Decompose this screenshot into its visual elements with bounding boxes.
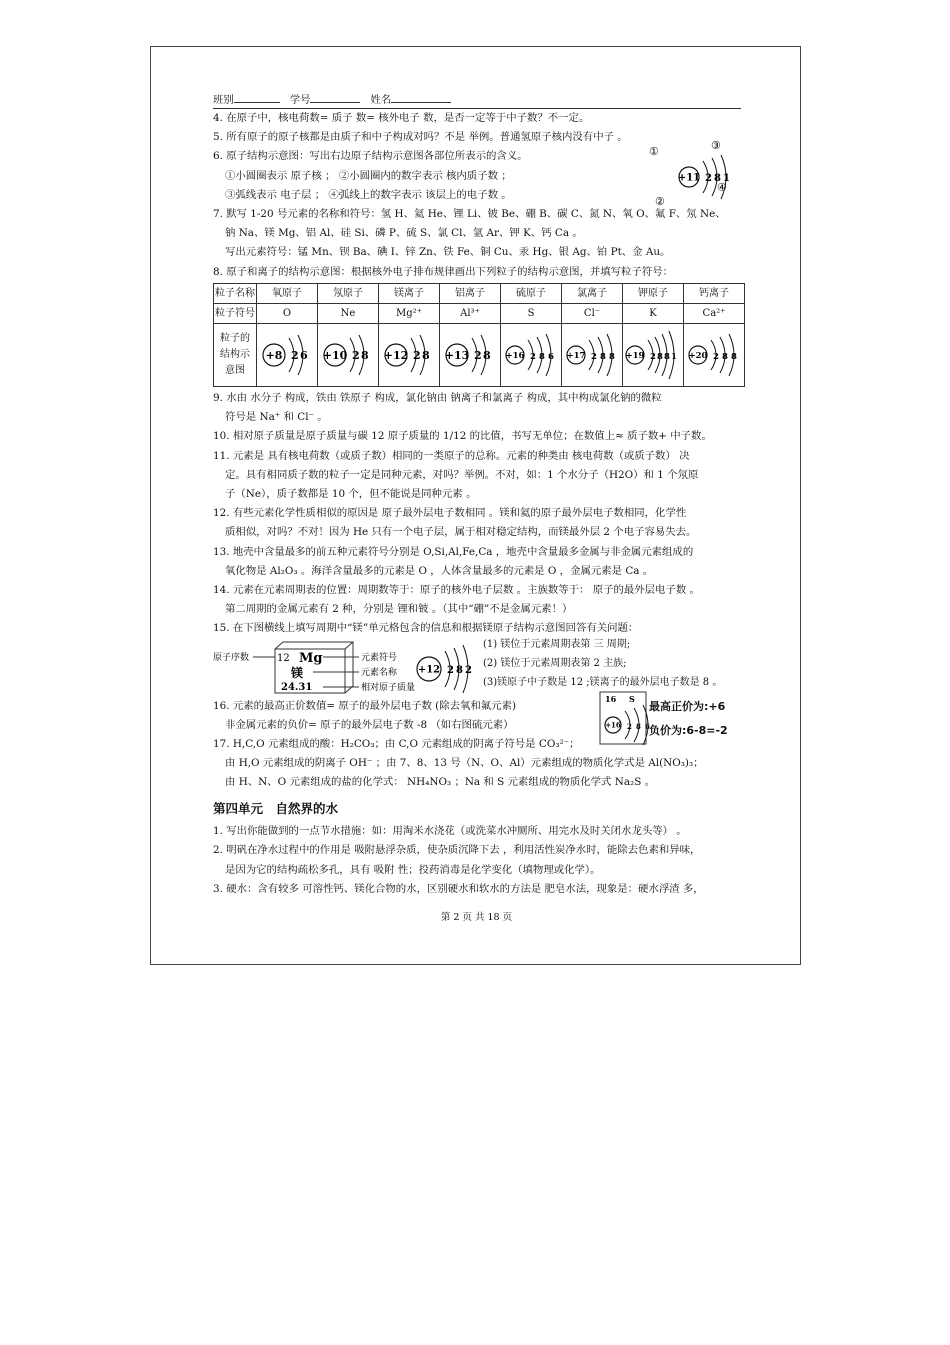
atom-diagram-cell <box>318 324 379 387</box>
q16-block <box>213 693 741 737</box>
atom-diagram-cell <box>684 324 745 387</box>
callout-number: ② <box>655 195 665 208</box>
q7-c: 写出元素符号：锰 Mn、钡 Ba、碘 I、锌 Zn、铁 Fe、铜 Cu、汞 Hg、银 Ag、铂 Pt、金 Au。 <box>225 246 671 259</box>
q12-b: 质相似，对吗？不对！因为 He 只有一个电子层，属于相对稳定结构，而镁最外层 2 个电子容易失去。 <box>225 526 697 539</box>
shell-electron-count: 2 <box>705 173 712 184</box>
q6-a: ①小圆圈表示 原子核 ； ②小圆圈内的数字表示 核内质子数 ； <box>225 169 512 182</box>
shell-electron-count: 6 <box>645 721 650 731</box>
particle-name: 氯离子 <box>562 283 623 303</box>
shell-electron-count: 1 <box>671 352 677 363</box>
q15-3: (3)镁原子中子数是 12 ;镁离子的最外层电子数是 8 。 <box>483 676 723 688</box>
q11: 11. 元素是 具有核电荷数（或质子数）相同的一类原子的总称。元素的种类由 核电荷数（或质子数） 决 <box>213 449 690 462</box>
shell-electron-count: 8 <box>456 664 463 676</box>
particle-table <box>213 283 745 387</box>
w1: 1. 写出你能做到的一点节水措施：如：用淘米水浇花（或洗菜水冲厕所、用完水及时关闭水龙头等） 。 <box>213 825 687 838</box>
q13-b: 氧化物是 Al₂O₃ 。海洋含量最多的元素是 O ，人体含量最多的元素是 O ，金属元素是 Ca 。 <box>225 564 654 577</box>
particle-symbol: O <box>257 303 318 323</box>
tile-label-symbol: 元素符号 <box>361 652 398 663</box>
nucleus-charge: +8 <box>265 349 283 363</box>
tile-symbol: Mg <box>299 650 323 666</box>
particle-symbol: Al³⁺ <box>440 303 501 323</box>
mg-atom-diagram <box>413 639 483 697</box>
q16-b: 非金属元素的负价= 原子的最外层电子数 -8 （如右图硫元素） <box>225 718 514 731</box>
shell-electron-count: 8 <box>422 349 430 363</box>
shell-electron-count: 8 <box>722 352 728 363</box>
unit4-heading: 第四单元 自然界的水 <box>213 801 339 817</box>
shell-electron-count: 2 <box>352 349 360 363</box>
q8: 8. 原子和离子的结构示意图：根据核外电子排布规律画出下列粒子的结构示意图，并填写粒子符号： <box>213 265 674 278</box>
q17-b: 由 H,O 元素组成的阴离子 OH⁻ ；由 7、8、13 号（N、O、Al）元素组成的物质化学式是 Al(NO₃)₃； <box>225 756 704 769</box>
w2-b: 是因为它的结构疏松多孔，具有 吸附 性；投药消毒是化学变化（填物理或化学）。 <box>225 863 601 876</box>
nucleus-charge: +13 <box>444 349 470 363</box>
name-label: 姓名 <box>370 94 392 106</box>
particle-symbol: K <box>623 303 684 323</box>
shell-electron-count: 8 <box>636 721 641 731</box>
nucleus-charge: +12 <box>417 664 441 676</box>
w3: 3. 硬水：含有较多 可溶性钙、镁化合物的水，区别硬水和软水的方法是 肥皂水法，现象是：硬水浮渣 多， <box>213 882 704 895</box>
nucleus-charge: +11 <box>677 172 701 184</box>
row-label-diagram: 粒子的结构示意图 <box>214 324 257 387</box>
shell-electron-count: 8 <box>664 352 670 363</box>
tile-mass: 24.31 <box>281 681 313 693</box>
nucleus-charge: +20 <box>688 351 708 362</box>
shell-electron-count: 2 <box>650 352 656 363</box>
nucleus-charge: +16 <box>505 351 525 362</box>
shell-electron-count: 2 <box>713 352 719 363</box>
q15-figure <box>213 639 741 697</box>
atom-structure-diagram <box>501 327 561 383</box>
atom-diagram-cell <box>562 324 623 387</box>
class-label: 班别 <box>213 94 234 106</box>
sulfur-tile-diagram <box>599 691 649 745</box>
shell-electron-count: 2 <box>291 349 299 363</box>
q15-questions <box>483 635 722 692</box>
atom-diagram-cell <box>501 324 562 387</box>
q14-b: 第二周期的金属元素有 2 种，分别是 锂和铍 。（其中“硼”不是金属元素！） <box>225 603 573 616</box>
callout-number: ④ <box>717 181 727 194</box>
q15: 15. 在下图横线上填写周期中“镁”单元格包含的信息和根据镁原子结构示意图回答有关问题： <box>213 622 639 635</box>
shell-electron-count: 8 <box>600 352 606 363</box>
particle-name: 氖原子 <box>318 283 379 303</box>
q17-c: 由 H、N、O 元素组成的盐的化学式： NH₄NO₃ ；Na 和 S 元素组成的物质化学式 Na₂S 。 <box>225 775 656 788</box>
q16: 16. 元素的最高正价数值= 原子的最外层电子数 (除去氧和氟元素) <box>213 699 517 712</box>
shell-electron-count: 8 <box>361 349 369 363</box>
sulfur-low: 负价为:6-8=-2 <box>649 723 728 737</box>
atom-diagram-cell <box>440 324 501 387</box>
shell-electron-count: 8 <box>483 349 491 363</box>
particle-symbol: Mg²⁺ <box>379 303 440 323</box>
sulfur-high: 最高正价为:+6 <box>649 699 726 713</box>
tile-label-mass: 相对原子质量 <box>361 682 416 693</box>
q5: 5. 所有原子的原子核都是由质子和中子构成对吗？不是 举例。普通氢原子核内没有中子 。 <box>213 131 628 144</box>
q6: 6. 原子结构示意图：写出右边原子结构示意图各部位所表示的含义。 <box>213 150 528 163</box>
particle-symbol: Ne <box>318 303 379 323</box>
shell-electron-count: 6 <box>548 352 554 363</box>
q17: 17. H,C,O 元素组成的酸：H₂CO₃；由 C,O 元素组成的阴离子符号是 CO₃²⁻； <box>213 737 580 750</box>
row-label-symbol: 粒子符号 <box>214 303 257 323</box>
nucleus-charge: +19 <box>625 351 645 362</box>
student-header <box>213 93 741 109</box>
w2: 2. 明矾在净水过程中的作用是 吸附悬浮杂质，使杂质沉降下去 ，利用活性炭净水时，能除去色素和异味， <box>213 844 701 857</box>
q13: 13. 地壳中含量最多的前五种元素符号分别是 O,Si,Al,Fe,Ca ，地壳中含量最多金属与非金属元素组成的 <box>213 545 694 558</box>
shell-electron-count: 8 <box>609 352 615 363</box>
q9-b: 符号是 Na⁺ 和 Cl⁻ 。 <box>225 411 328 424</box>
shell-electron-count: 2 <box>474 349 482 363</box>
nucleus-charge: +10 <box>322 349 348 363</box>
atom-structure-diagram <box>562 327 622 383</box>
tile-edge <box>345 642 353 649</box>
shell-electron-count: 2 <box>447 664 454 676</box>
nucleus-charge: +17 <box>566 351 586 362</box>
shell-electron-count: 8 <box>539 352 545 363</box>
particle-name: 氧原子 <box>257 283 318 303</box>
q7: 7. 默写 1-20 号元素的名称和符号：氢 H、氦 He、锂 Li、铍 Be、硼 B、碳 C、氮 N、氧 O、氟 F、氖 Ne、 <box>213 207 726 220</box>
particle-name: 钾原子 <box>623 283 684 303</box>
q6-b: ③弧线表示 电子层 ； ④弧线上的数字表示 该层上的电子数 。 <box>225 188 512 201</box>
id-label: 学号 <box>289 94 311 106</box>
shell-electron-count: 6 <box>300 349 308 363</box>
q11-b: 定。具有相同质子数的粒子一定是同种元素，对吗？举例。不对，如：1 个水分子（H2O）和 1 个氖原 <box>225 468 699 481</box>
q9: 9. 水由 水分子 构成，铁由 铁原子 构成，氯化钠由 钠离子和氯离子 构成，其中构成氯化钠的微粒 <box>213 392 662 405</box>
atom-structure-diagram <box>440 327 500 383</box>
atom-structure-diagram <box>318 327 378 383</box>
atom-structure-diagram <box>623 327 683 383</box>
worksheet-page <box>150 46 801 965</box>
shell-electron-count: 8 <box>731 352 737 363</box>
atom-structure-diagram <box>379 327 439 383</box>
sulfur-tile-symbol: S <box>629 693 635 704</box>
q7-b: 钠 Na、镁 Mg、铝 Al、硅 Si、磷 P、硫 S、氯 Cl、氩 Ar、钾 K、钙 Ca 。 <box>225 227 583 240</box>
q15-2: (2) 镁位于元素周期表第 2 主族; <box>483 657 627 669</box>
particle-name: 硫原子 <box>501 283 562 303</box>
nucleus-charge: +16 <box>605 720 621 730</box>
q12: 12. 有些元素化学性质相似的原因是 原子最外层电子数相同 。镁和氦的原子最外层电子数相同，化学性 <box>213 507 687 520</box>
tile-label-name: 元素名称 <box>361 667 398 678</box>
particle-symbol: Ca²⁺ <box>684 303 745 323</box>
q15-1: (1) 镁位于元素周期表第 三 周期; <box>483 638 631 650</box>
particle-name: 镁离子 <box>379 283 440 303</box>
tile-number: 12 <box>277 652 290 664</box>
nucleus-charge: +12 <box>383 349 409 363</box>
shell-electron-count: 8 <box>714 173 721 184</box>
shell-electron-count: 1 <box>723 173 730 184</box>
row-label-name: 粒子名称 <box>214 283 257 303</box>
page-footer: 第 2 页 共 18 页 <box>440 912 513 923</box>
tile-name: 镁 <box>291 665 304 680</box>
particle-name: 钙离子 <box>684 283 745 303</box>
shell-electron-count: 2 <box>591 352 597 363</box>
shell-electron-count: 2 <box>627 721 632 731</box>
atom-diagram-cell <box>623 324 684 387</box>
atom-diagram-cell <box>379 324 440 387</box>
atom-structure-diagram <box>257 327 317 383</box>
q6-atom-diagram <box>641 139 731 208</box>
callout-number: ① <box>649 145 659 158</box>
tile-label-number: 原子序数 <box>213 652 250 663</box>
shell-electron-count: 2 <box>530 352 536 363</box>
atom-structure-diagram <box>684 327 744 383</box>
callout-number: ③ <box>711 139 721 152</box>
shell-electron-count: 8 <box>657 352 663 363</box>
page-content <box>213 93 741 899</box>
particle-name: 铝离子 <box>440 283 501 303</box>
q10: 10. 相对原子质量是原子质量与碳 12 原子质量的 1/12 的比值，书写无单位；在数值上≈ 质子数+ 中子数。 <box>213 430 712 443</box>
q14: 14. 元素在元素周期表的位置：周期数等于：原子的核外电子层数 。主族数等于： 原子的最外层电子数 。 <box>213 583 700 596</box>
particle-symbol: Cl⁻ <box>562 303 623 323</box>
shell-electron-count: 2 <box>465 664 472 676</box>
q4: 4. 在原子中，核电荷数= 质子 数= 核外电子 数，是否一定等于中子数？不一定。 <box>213 112 590 124</box>
atom-diagram-cell <box>257 324 318 387</box>
element-tile-diagram <box>213 639 423 697</box>
sulfur-tile-number: 16 <box>605 693 617 704</box>
shell-electron-count: 2 <box>413 349 421 363</box>
q11-c: 子（Ne），质子数都是 10 个，但不能说是同种元素 。 <box>225 488 477 501</box>
particle-symbol: S <box>501 303 562 323</box>
